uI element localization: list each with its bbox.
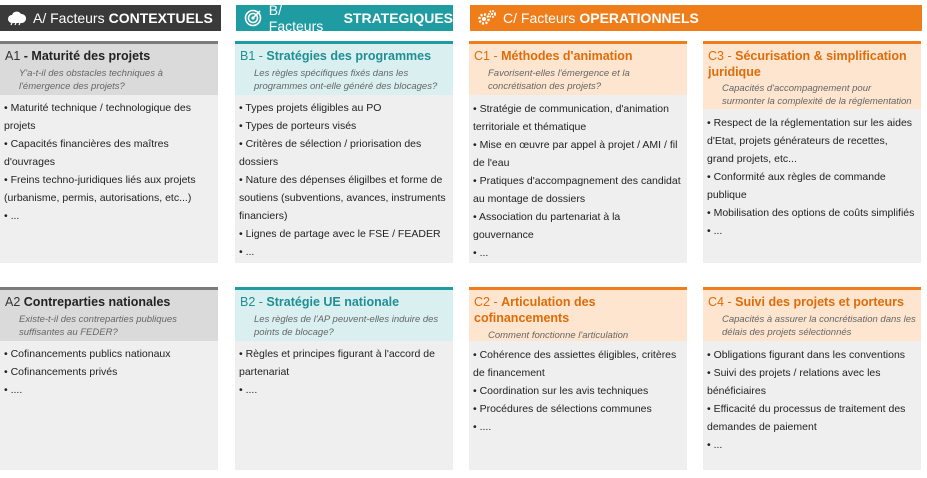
list-item: • ... [4, 207, 214, 225]
header-operationnels [470, 5, 922, 31]
card-items [469, 95, 687, 262]
list-item: • ... [707, 222, 917, 240]
header-prefix: B/ Facteurs [268, 2, 324, 34]
card-c3-securisation [703, 41, 921, 263]
card-a2-contreparties [0, 287, 218, 470]
list-item: • Stratégie de communication, d'animation territoriale et thématique [473, 100, 683, 136]
list-item: • Cofinancements privés [4, 363, 214, 381]
list-item: • Critères de sélection / priorisation des dossiers [239, 135, 449, 171]
card-header [0, 41, 218, 95]
cloud-icon [6, 7, 28, 29]
gears-icon [476, 7, 498, 29]
card-header [0, 287, 218, 341]
card-title: C2 - Articulation des cofinancements [474, 295, 596, 325]
card-question: Les règles de l'AP peuvent-elles induire des points de blocage? [254, 314, 439, 338]
card-header [235, 41, 453, 95]
list-item: • .... [4, 381, 214, 399]
list-item: • Cohérence des assiettes éligibles, critères de financement [473, 346, 683, 382]
card-question: Favorisent-elles l'émergence et la concrétisation des projets? [488, 68, 630, 92]
card-b1-strategies [235, 41, 453, 263]
card-header [469, 287, 687, 341]
list-item: • .... [473, 418, 683, 436]
card-title: A2 Contreparties nationales [5, 295, 171, 309]
list-item: • Règles et principes figurant à l'accord de partenariat [239, 345, 449, 381]
list-item: • Mise en œuvre par appel à projet / AMI / fil de l'eau [473, 136, 683, 172]
card-items [469, 341, 687, 436]
list-item: • Maturité technique / technologique des projets [4, 99, 214, 135]
card-question: Comment fonctionne l'articulation [488, 330, 629, 341]
card-title: B1 - Stratégies des programmes [240, 49, 432, 63]
list-item: • Types projets éligibles au PO [239, 99, 449, 117]
card-title: C4 - Suivi des projets et porteurs [708, 295, 904, 309]
card-question: Capacités à assurer la concrétisation dans les délais des projets sélectionnés [722, 314, 916, 338]
card-b2-strategie-ue [235, 287, 453, 470]
header-bold: STRATEGIQUES [343, 10, 453, 26]
header-prefix: A/ Facteurs [33, 10, 105, 26]
list-item: • Efficacité du processus de traitement des demandes de paiement [707, 400, 917, 436]
list-item: • Lignes de partage avec le FSE / FEADER [239, 225, 449, 243]
target-icon [242, 7, 264, 29]
card-items [235, 95, 453, 261]
card-title: C3 - Sécurisation & simplification juridique [708, 49, 907, 79]
header-bold: OPERATIONNELS [579, 10, 699, 26]
list-item: • Nature des dépenses éligilbes et forme de soutiens (subventions, avances, instruments financiers) [239, 171, 449, 225]
list-item: • Association du partenariat à la gouvernance [473, 208, 683, 244]
list-item: • Pratiques d'accompagnement des candidat au montage de dossiers [473, 172, 683, 208]
card-title: A1 - Maturité des projets [5, 49, 151, 63]
card-items [703, 341, 921, 454]
list-item: • Procédures de sélections communes [473, 400, 683, 418]
list-item: • Respect de la réglementation sur les aides d'Etat, projets générateurs de recettes, grand projets, etc... [707, 114, 917, 168]
list-item: • Mobilisation des options de coûts simplifiés [707, 204, 917, 222]
card-items [0, 341, 218, 399]
list-item: • Conformité aux règles de commande publique [707, 168, 917, 204]
list-item: • ... [239, 243, 449, 261]
card-question: Y'a-t-il des obstacles techniques à l'émergence des projets? [19, 68, 163, 92]
list-item: • Coordination sur les avis techniques [473, 382, 683, 400]
list-item: • Capacités financières des maîtres d'ouvrages [4, 135, 214, 171]
card-question: Capacités d'accompagnement pour surmonter la complexité de la réglementation [722, 83, 912, 107]
list-item: • ... [707, 436, 917, 454]
header-prefix: C/ Facteurs [503, 10, 576, 26]
list-item: • ... [473, 244, 683, 262]
card-items [703, 109, 921, 240]
header-strategiques [236, 2, 453, 34]
list-item: • Obligations figurant dans les conventions [707, 346, 917, 364]
card-header [703, 287, 921, 341]
card-items [235, 341, 453, 399]
card-c4-suivi [703, 287, 921, 470]
card-header [469, 41, 687, 95]
card-title: C1 - Méthodes d'animation [474, 49, 633, 63]
card-header [703, 41, 921, 109]
card-a1-maturite [0, 41, 218, 263]
card-question: Les règles spécifiques fixés dans les programmes ont-elle généré des blocages? [254, 68, 438, 92]
card-title: B2 - Stratégie UE nationale [240, 295, 400, 309]
list-item: • Types de porteurs visés [239, 117, 449, 135]
list-item: • Cofinancements publics nationaux [4, 345, 214, 363]
card-items [0, 95, 218, 225]
card-c2-cofinancements [469, 287, 687, 470]
header-contextuels [0, 5, 221, 31]
card-header [235, 287, 453, 341]
card-c1-animation [469, 41, 687, 263]
list-item: • .... [239, 381, 449, 399]
list-item: • Freins techno-juridiques liés aux projets (urbanisme, permis, autorisations, etc...) [4, 171, 214, 207]
card-question: Existe-t-il des contreparties publiques suffisantes au FEDER? [19, 314, 177, 338]
header-bold: CONTEXTUELS [108, 10, 213, 26]
list-item: • Suivi des projets / relations avec les bénéficiaires [707, 364, 917, 400]
